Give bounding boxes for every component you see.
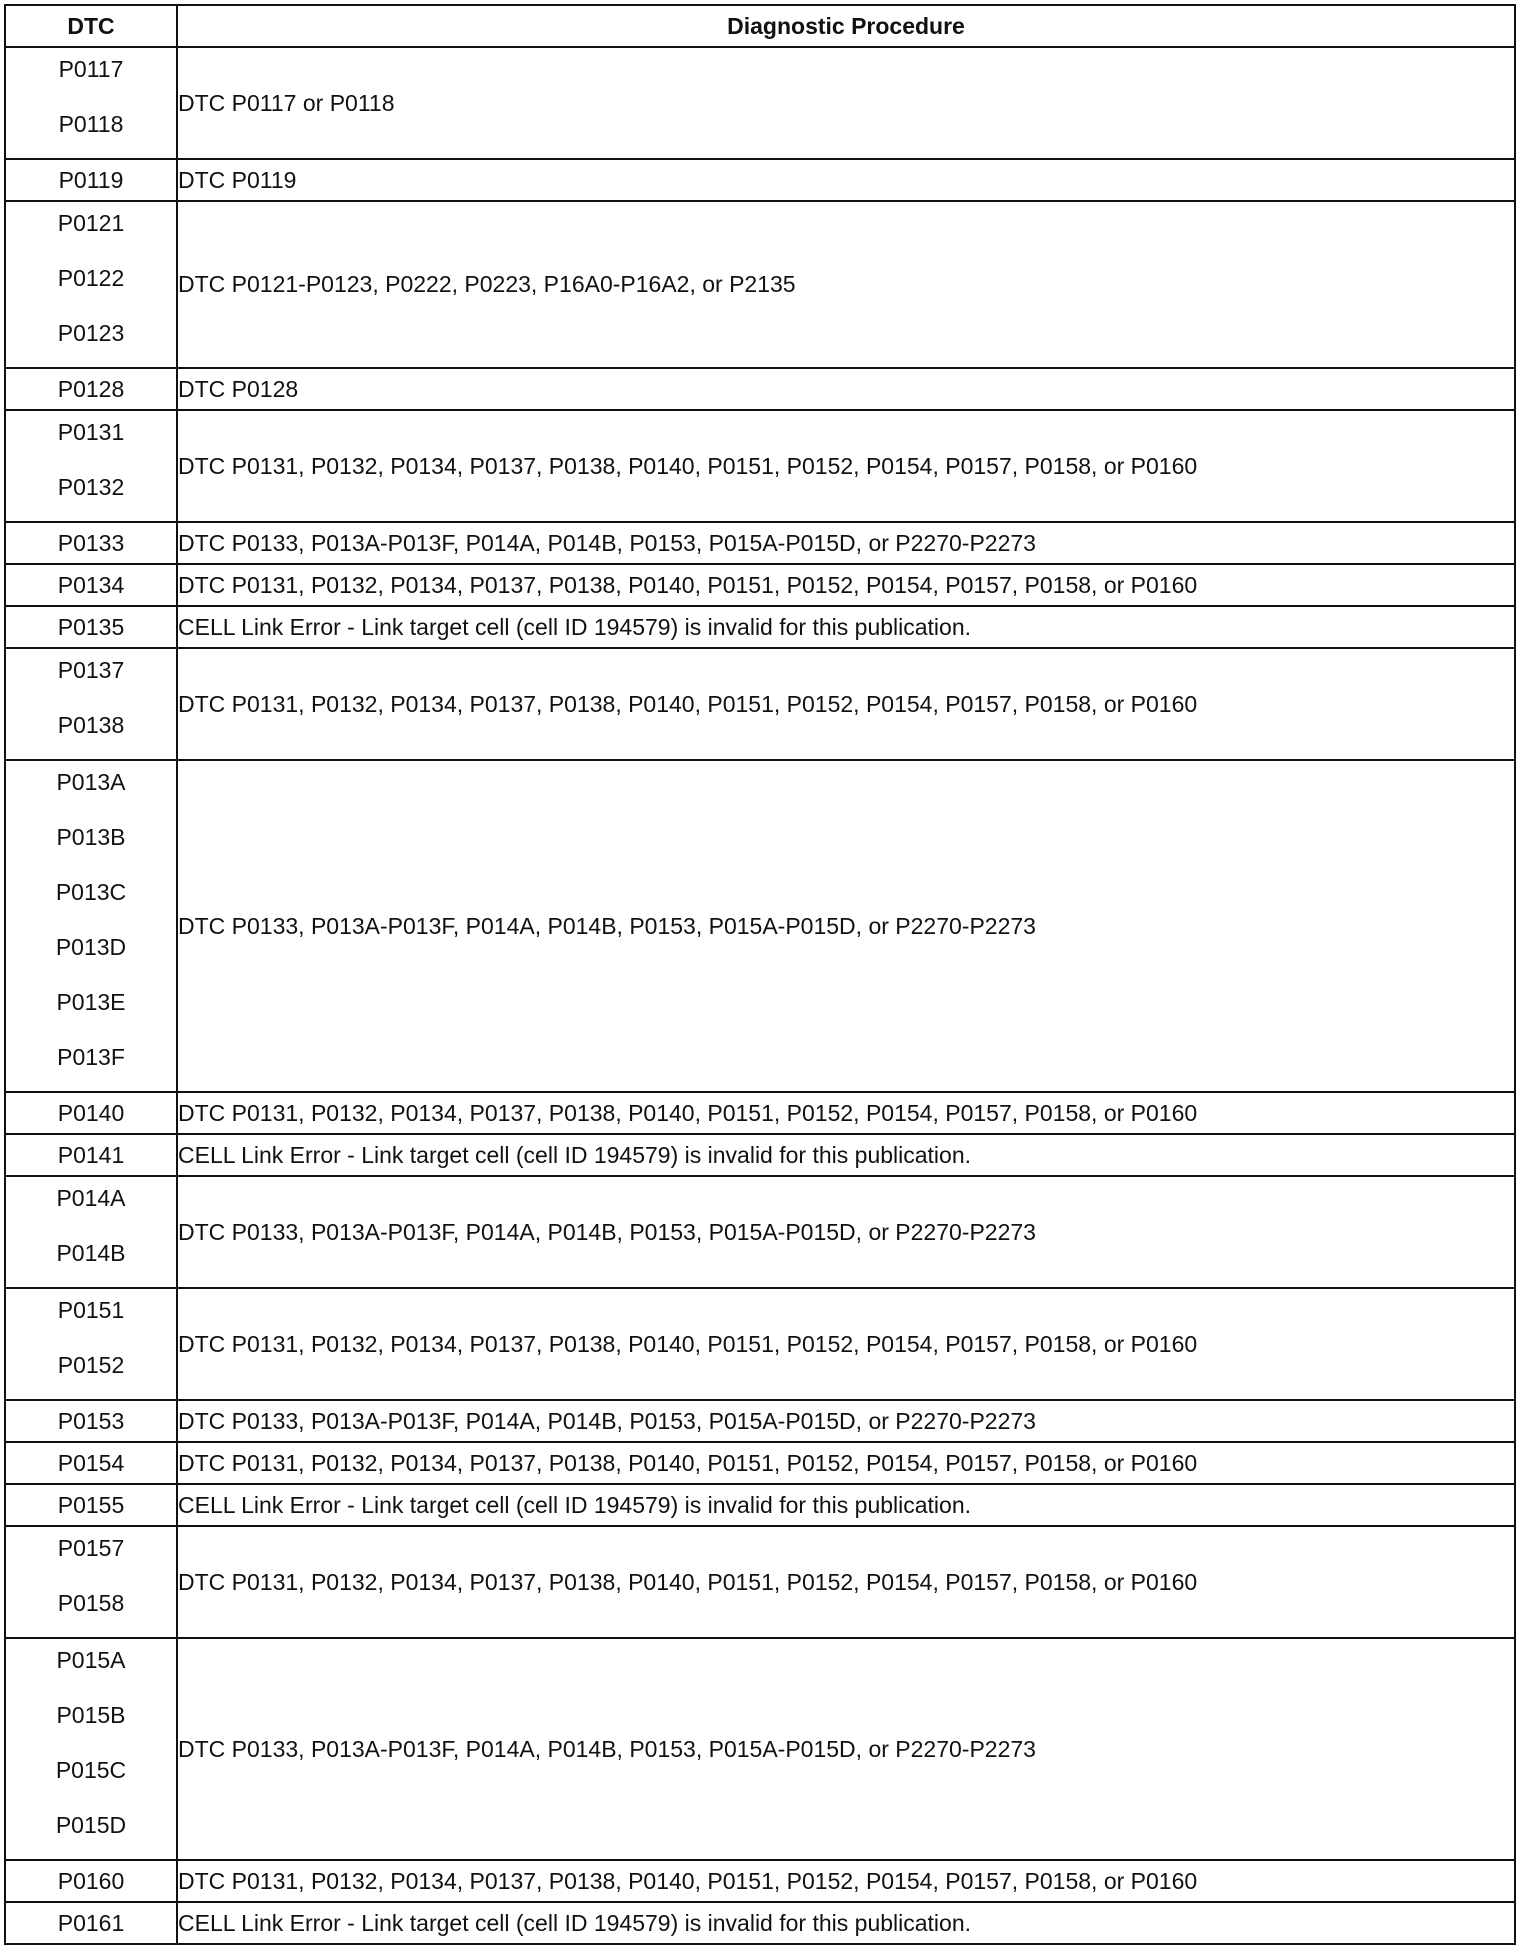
- dtc-code: P013C: [55, 879, 127, 905]
- table-row: [5, 1860, 1515, 1902]
- table-row: [5, 1638, 1515, 1860]
- diagnostic-procedure-cell: DTC P0119: [177, 159, 1515, 201]
- dtc-code: P013B: [56, 824, 126, 850]
- dtc-code: P013D: [55, 934, 127, 960]
- dtc-codes-cell: [5, 1176, 177, 1288]
- diagnostic-procedure-cell: DTC P0133, P013A-P013F, P014A, P014B, P0153, P015A-P015D, or P2270-P2273: [177, 1400, 1515, 1442]
- diagnostic-procedure-cell: DTC P0128: [177, 368, 1515, 410]
- dtc-code: P013A: [56, 769, 126, 795]
- dtc-code: P0152: [57, 1352, 125, 1378]
- dtc-codes-cell: [5, 1860, 177, 1902]
- table-row: [5, 648, 1515, 760]
- dtc-codes-cell: [5, 1526, 177, 1638]
- dtc-code: P0134: [57, 572, 125, 598]
- dtc-code: P0135: [57, 614, 125, 640]
- dtc-codes-cell: [5, 159, 177, 201]
- table-row: [5, 564, 1515, 606]
- dtc-codes-cell: [5, 1092, 177, 1134]
- dtc-code: P0123: [57, 320, 125, 346]
- dtc-codes-cell: [5, 522, 177, 564]
- table-row: [5, 159, 1515, 201]
- table-row: [5, 522, 1515, 564]
- dtc-code: P0133: [57, 530, 125, 556]
- diagnostic-procedure-cell: CELL Link Error - Link target cell (cell ID 194579) is invalid for this publication.: [177, 1484, 1515, 1526]
- dtc-code: P0155: [57, 1492, 125, 1518]
- dtc-codes-cell: [5, 410, 177, 522]
- diagnostic-procedure-cell: DTC P0131, P0132, P0134, P0137, P0138, P0140, P0151, P0152, P0154, P0157, P0158, or P0160: [177, 564, 1515, 606]
- dtc-code: P0138: [57, 712, 125, 738]
- diagnostic-procedure-cell: DTC P0131, P0132, P0134, P0137, P0138, P0140, P0151, P0152, P0154, P0157, P0158, or P0160: [177, 410, 1515, 522]
- diagnostic-procedure-cell: DTC P0121-P0123, P0222, P0223, P16A0-P16A2, or P2135: [177, 201, 1515, 368]
- diagnostic-procedure-cell: DTC P0133, P013A-P013F, P014A, P014B, P0153, P015A-P015D, or P2270-P2273: [177, 522, 1515, 564]
- dtc-code: P0154: [57, 1450, 125, 1476]
- diagnostic-procedure-cell: DTC P0131, P0132, P0134, P0137, P0138, P0140, P0151, P0152, P0154, P0157, P0158, or P0160: [177, 1092, 1515, 1134]
- dtc-code: P0118: [58, 111, 124, 137]
- table-row: [5, 606, 1515, 648]
- diagnostic-procedure-cell: CELL Link Error - Link target cell (cell ID 194579) is invalid for this publication.: [177, 1134, 1515, 1176]
- dtc-code: P0153: [57, 1408, 125, 1434]
- dtc-code: P0137: [57, 657, 125, 683]
- dtc-code: P013F: [57, 1044, 125, 1070]
- dtc-code: P0131: [57, 419, 125, 445]
- table-row: [5, 410, 1515, 522]
- table-row: [5, 368, 1515, 410]
- diagnostic-procedure-cell: DTC P0131, P0132, P0134, P0137, P0138, P0140, P0151, P0152, P0154, P0157, P0158, or P0160: [177, 1526, 1515, 1638]
- dtc-codes-cell: [5, 1288, 177, 1400]
- dtc-code: P0157: [57, 1535, 125, 1561]
- dtc-codes-cell: [5, 606, 177, 648]
- table-row: [5, 1092, 1515, 1134]
- dtc-table-container: [4, 4, 1514, 1945]
- dtc-code: P0158: [57, 1590, 125, 1616]
- dtc-code: P0122: [57, 265, 125, 291]
- diagnostic-procedure-cell: DTC P0133, P013A-P013F, P014A, P014B, P0153, P015A-P015D, or P2270-P2273: [177, 1638, 1515, 1860]
- dtc-table-body: [5, 47, 1515, 1944]
- table-row: [5, 1176, 1515, 1288]
- dtc-code: P0160: [57, 1868, 125, 1894]
- dtc-code: P014A: [56, 1185, 126, 1211]
- dtc-code: P014B: [56, 1240, 126, 1266]
- diagnostic-procedure-cell: DTC P0131, P0132, P0134, P0137, P0138, P0140, P0151, P0152, P0154, P0157, P0158, or P0160: [177, 1860, 1515, 1902]
- table-row: [5, 760, 1515, 1092]
- dtc-code: P0117: [58, 56, 124, 82]
- dtc-table: [4, 4, 1516, 1945]
- dtc-codes-cell: [5, 760, 177, 1092]
- dtc-codes-cell: [5, 1442, 177, 1484]
- dtc-code: P0128: [57, 376, 125, 402]
- table-header-row: [5, 5, 1515, 47]
- dtc-codes-cell: [5, 47, 177, 159]
- table-row: [5, 1526, 1515, 1638]
- diagnostic-procedure-cell: CELL Link Error - Link target cell (cell ID 194579) is invalid for this publication.: [177, 606, 1515, 648]
- dtc-codes-cell: [5, 564, 177, 606]
- diagnostic-procedure-cell: DTC P0131, P0132, P0134, P0137, P0138, P0140, P0151, P0152, P0154, P0157, P0158, or P0160: [177, 1442, 1515, 1484]
- diagnostic-procedure-cell: CELL Link Error - Link target cell (cell ID 194579) is invalid for this publication.: [177, 1902, 1515, 1944]
- dtc-codes-cell: [5, 1400, 177, 1442]
- table-row: [5, 1442, 1515, 1484]
- dtc-codes-cell: [5, 648, 177, 760]
- dtc-codes-cell: [5, 1638, 177, 1860]
- diagnostic-procedure-cell: DTC P0131, P0132, P0134, P0137, P0138, P0140, P0151, P0152, P0154, P0157, P0158, or P0160: [177, 1288, 1515, 1400]
- dtc-code: P0121: [57, 210, 125, 236]
- diagnostic-procedure-cell: DTC P0133, P013A-P013F, P014A, P014B, P0153, P015A-P015D, or P2270-P2273: [177, 1176, 1515, 1288]
- dtc-code: P0140: [57, 1100, 125, 1126]
- table-row: [5, 201, 1515, 368]
- dtc-code: P0141: [57, 1142, 125, 1168]
- dtc-code: P0151: [57, 1297, 125, 1323]
- dtc-code: P0132: [57, 474, 125, 500]
- dtc-codes-cell: [5, 368, 177, 410]
- table-row: [5, 1484, 1515, 1526]
- diagnostic-procedure-cell: DTC P0133, P013A-P013F, P014A, P014B, P0153, P015A-P015D, or P2270-P2273: [177, 760, 1515, 1092]
- dtc-code: P0161: [57, 1910, 125, 1936]
- dtc-codes-cell: [5, 1484, 177, 1526]
- dtc-code: P015D: [55, 1812, 127, 1838]
- table-row: [5, 1400, 1515, 1442]
- table-row: [5, 1134, 1515, 1176]
- table-row: [5, 1902, 1515, 1944]
- diagnostic-procedure-cell: DTC P0131, P0132, P0134, P0137, P0138, P0140, P0151, P0152, P0154, P0157, P0158, or P0160: [177, 648, 1515, 760]
- table-row: [5, 1288, 1515, 1400]
- diagnostic-procedure-cell: DTC P0117 or P0118: [177, 47, 1515, 159]
- dtc-codes-cell: [5, 1902, 177, 1944]
- dtc-column-header: DTC: [5, 5, 177, 47]
- table-row: [5, 47, 1515, 159]
- dtc-codes-cell: [5, 201, 177, 368]
- dtc-code: P015B: [56, 1702, 126, 1728]
- procedure-column-header: Diagnostic Procedure: [177, 5, 1515, 47]
- dtc-code: P0119: [58, 167, 124, 193]
- dtc-code: P013E: [56, 989, 126, 1015]
- dtc-code: P015C: [55, 1757, 127, 1783]
- dtc-codes-cell: [5, 1134, 177, 1176]
- dtc-code: P015A: [56, 1647, 126, 1673]
